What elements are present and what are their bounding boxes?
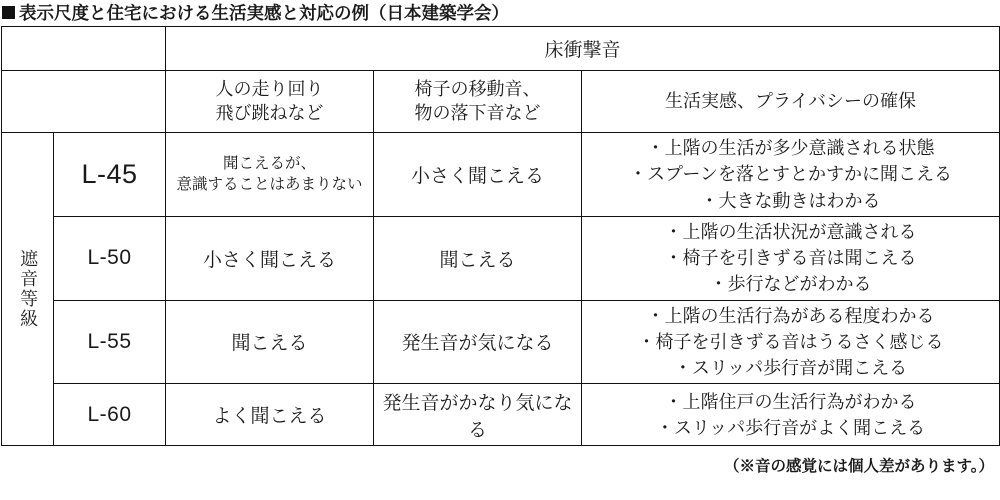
cell-l45-running-line2: 意識することはあまりない xyxy=(176,176,363,194)
header-running-jumping-line2: 飛び跳ねなど xyxy=(215,102,324,123)
cell-l55-life-item-3: ・スリッパ歩行音が聞こえる xyxy=(673,358,908,379)
cell-l50-chair: 聞こえる xyxy=(374,216,582,300)
corner-blank-cell xyxy=(2,27,166,71)
cell-l50-life-item-3: ・歩行などがわかる xyxy=(709,274,872,295)
table-row xyxy=(2,216,1000,300)
page-title-text: 表示尺度と住宅における生活実感と対応の例（日本建築学会） xyxy=(19,2,509,23)
level-l55: L-55 xyxy=(54,300,166,384)
cell-l50-running: 小さく聞こえる xyxy=(166,216,374,300)
table-header-row-top xyxy=(2,27,1000,71)
sound-insulation-table xyxy=(1,26,1000,446)
page-title xyxy=(0,0,1000,26)
cell-l45-chair: 小さく聞こえる xyxy=(374,133,582,217)
cell-l60-running: よく聞こえる xyxy=(166,384,374,446)
header-chair-drop-line2: 物の落下音など xyxy=(414,102,541,123)
header-living-privacy: 生活実感、プライバシーの確保 xyxy=(582,71,1000,133)
cell-l50-life-item-1: ・上階の生活状況が意識される xyxy=(664,221,917,242)
table-row xyxy=(2,300,1000,384)
cell-l45-life xyxy=(582,133,1000,217)
header-chair-drop-line1: 椅子の移動音、 xyxy=(414,78,541,99)
cell-l45-running-line1: 聞こえるが、 xyxy=(222,155,316,173)
cell-l50-life-item-2: ・椅子を引きずる音は聞こえる xyxy=(664,248,917,269)
level-l60: L-60 xyxy=(54,384,166,446)
level-l50: L-50 xyxy=(54,216,166,300)
header-running-jumping xyxy=(166,71,374,133)
cell-l60-life xyxy=(582,384,1000,446)
cell-l60-life-item-1: ・上階住戸の生活行為がわかる xyxy=(664,391,917,412)
row-group-label-shaon-toukyuu xyxy=(2,133,54,446)
footnote: （※音の感覚には個人差があります。） xyxy=(723,458,994,476)
cell-l60-chair: 発生音がかなり気になる xyxy=(374,384,582,446)
cell-l55-life-item-2: ・椅子を引きずる音はうるさく感じる xyxy=(637,331,944,352)
table-row xyxy=(2,384,1000,446)
level-l45: L-45 xyxy=(54,133,166,217)
table-header-row-sub xyxy=(2,71,1000,133)
cell-l55-running: 聞こえる xyxy=(166,300,374,384)
header-running-jumping-line1: 人の走り回り xyxy=(215,78,324,99)
cell-l45-life-item-1: ・上階の生活が多少意識される状態 xyxy=(646,138,935,158)
cell-l55-life-item-1: ・上階の生活行為がある程度わかる xyxy=(646,305,935,326)
table-row xyxy=(2,133,1000,217)
square-bullet-icon xyxy=(2,6,15,19)
corner-blank-cell-2 xyxy=(2,71,166,133)
cell-l50-life xyxy=(582,216,1000,300)
row-group-label-text: 遮音等級 xyxy=(18,249,39,330)
cell-l60-life-item-2: ・スリッパ歩行音がよく聞こえる xyxy=(655,417,926,438)
header-chair-drop xyxy=(374,71,582,133)
cell-l45-life-item-2: ・スプーンを落とすとかすかに聞こえる xyxy=(628,164,953,185)
cell-l55-life xyxy=(582,300,1000,384)
cell-l55-chair: 発生音が気になる xyxy=(374,300,582,384)
cell-l45-life-item-3: ・大きな動きはわかる xyxy=(700,190,881,211)
cell-l45-running xyxy=(166,133,374,217)
header-floor-impact-sound: 床衝撃音 xyxy=(166,27,1000,71)
